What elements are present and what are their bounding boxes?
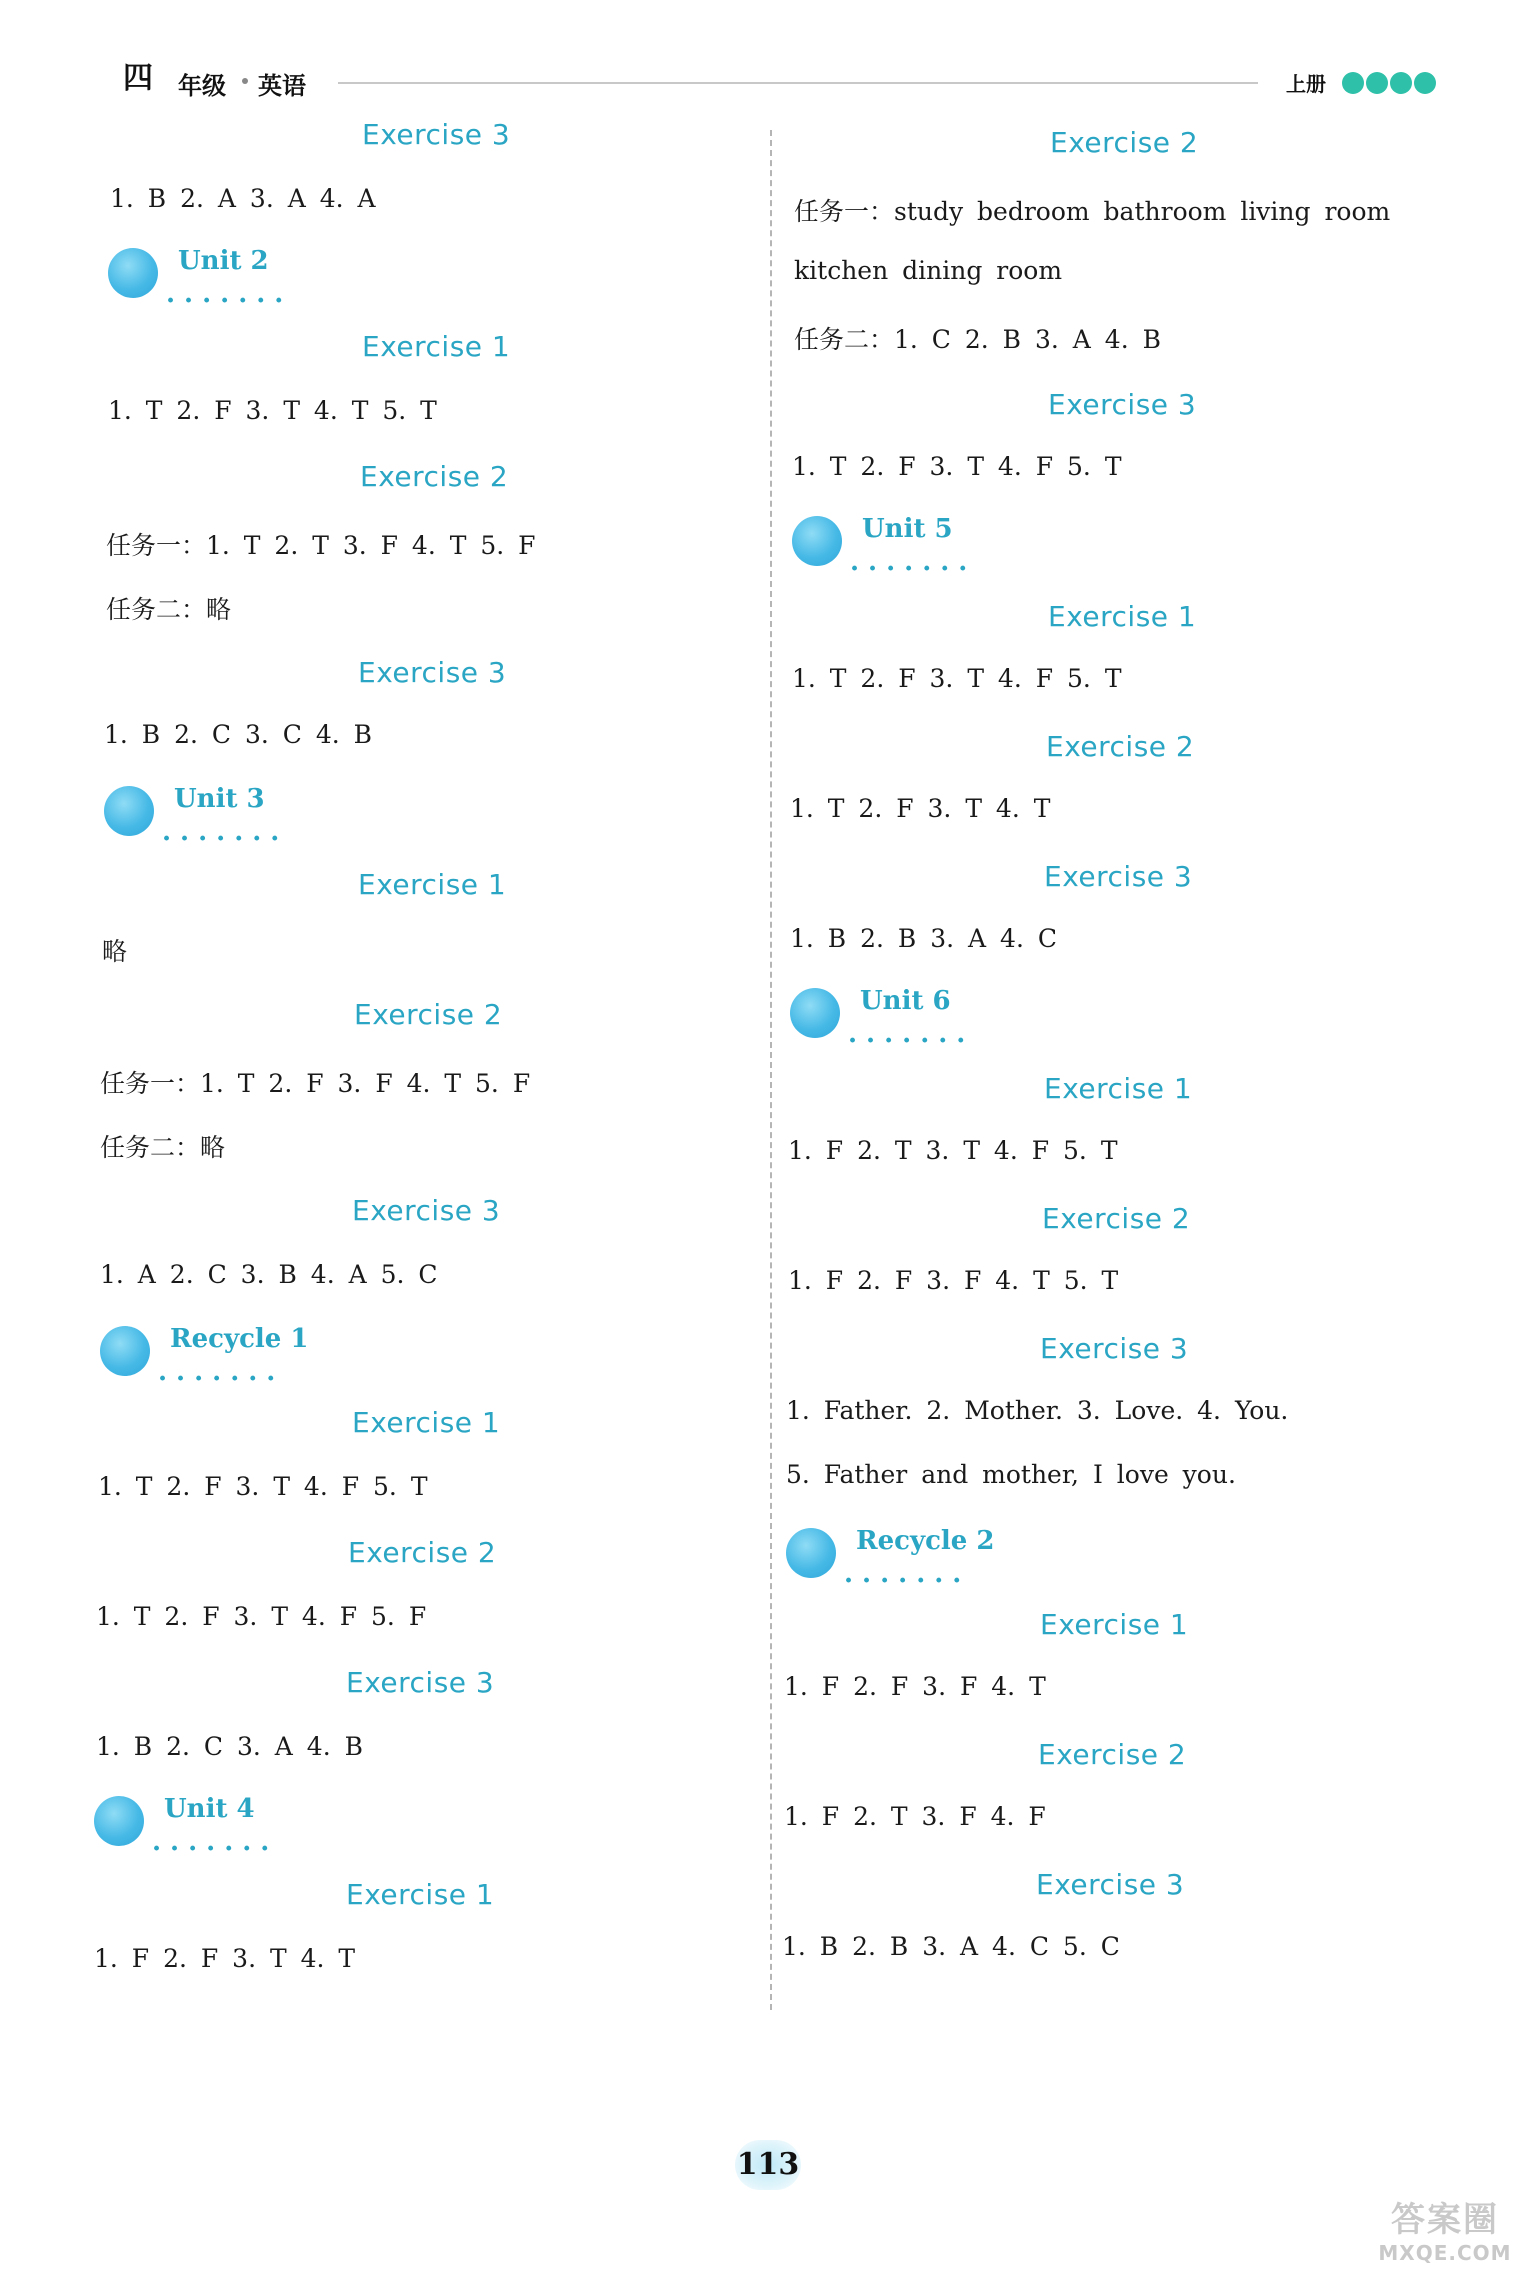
unit-ball-icon — [790, 988, 840, 1038]
answer-line: 任务二：1. C 2. B 3. A 4. B — [794, 325, 1161, 354]
exercise-title: Exercise 3 — [358, 656, 507, 689]
unit-ball-icon — [792, 516, 842, 566]
exercise-title: Exercise 3 — [352, 1194, 501, 1227]
answer-line: 任务一：1. T 2. F 3. F 4. T 5. F — [100, 1069, 531, 1098]
unit-name: Unit 4 — [164, 1794, 255, 1824]
answer-line: 1. F 2. F 3. T 4. T — [94, 1944, 356, 1973]
answer-line: 1. F 2. T 3. T 4. F 5. T — [788, 1136, 1118, 1165]
watermark-text: 答案圈 — [1391, 2200, 1499, 2240]
exercise-title: Exercise 1 — [1044, 1072, 1193, 1105]
answer-line: kitchen dining room — [794, 256, 1063, 285]
header-separator-dot — [242, 78, 248, 84]
brand-dot-2 — [1366, 72, 1388, 94]
exercise-title: Exercise 1 — [1048, 600, 1197, 633]
exercise-title: Exercise 1 — [352, 1406, 501, 1439]
exercise-title: Exercise 2 — [1050, 126, 1199, 159]
grade-label: 年级 — [178, 72, 226, 100]
grade-number: 四 — [123, 61, 153, 96]
unit-heading — [792, 512, 1052, 584]
brand-dot-3 — [1390, 72, 1412, 94]
answer-line: 任务二：略 — [100, 1133, 226, 1162]
exercise-title: Exercise 3 — [1044, 860, 1193, 893]
answer-line: 1. T 2. F 3. T 4. T — [790, 794, 1051, 823]
exercise-title: Exercise 3 — [1036, 1868, 1185, 1901]
header-rule — [338, 82, 1258, 84]
unit-heading — [108, 244, 368, 316]
answer-line: 1. B 2. B 3. A 4. C — [790, 924, 1057, 953]
exercise-title: Exercise 2 — [1046, 730, 1195, 763]
exercise-title: Exercise 3 — [1048, 388, 1197, 421]
unit-dots: ······· — [158, 1364, 285, 1394]
exercise-title: Exercise 1 — [362, 330, 511, 363]
unit-dots: ······· — [166, 286, 293, 316]
answer-line: 略 — [102, 937, 128, 966]
unit-ball-icon — [786, 1528, 836, 1578]
answer-line: 1. F 2. F 3. F 4. T 5. T — [788, 1266, 1119, 1295]
exercise-title: Exercise 3 — [362, 118, 511, 151]
answer-line: 1. T 2. F 3. T 4. F 5. T — [792, 452, 1122, 481]
unit-dots: ······· — [850, 554, 977, 584]
exercise-title: Exercise 1 — [358, 868, 507, 901]
exercise-title: Exercise 2 — [354, 998, 503, 1031]
answer-line: 1. B 2. B 3. A 4. C 5. C — [782, 1932, 1120, 1961]
column-divider — [770, 130, 772, 2010]
exercise-title: Exercise 2 — [348, 1536, 497, 1569]
exercise-title: Exercise 2 — [1038, 1738, 1187, 1771]
unit-name: Recycle 2 — [856, 1526, 995, 1556]
exercise-title: Exercise 1 — [1040, 1608, 1189, 1641]
unit-heading — [104, 782, 364, 854]
exercise-title: Exercise 3 — [1040, 1332, 1189, 1365]
answer-line: 1. T 2. F 3. T 4. F 5. T — [98, 1472, 428, 1501]
answer-line: 1. B 2. C 3. A 4. B — [96, 1732, 363, 1761]
answer-line: 1. A 2. C 3. B 4. A 5. C — [100, 1260, 438, 1289]
exercise-title: Exercise 3 — [346, 1666, 495, 1699]
brand-logo — [1342, 72, 1462, 96]
brand-dot-1 — [1342, 72, 1364, 94]
answer-line: 1. F 2. F 3. F 4. T — [784, 1672, 1046, 1701]
unit-heading — [790, 984, 1050, 1056]
unit-ball-icon — [108, 248, 158, 298]
unit-ball-icon — [104, 786, 154, 836]
unit-name: Unit 2 — [178, 246, 269, 276]
unit-dots: ······· — [848, 1026, 975, 1056]
answer-line: 1. B 2. A 3. A 4. A — [110, 184, 376, 213]
answer-line: 1. T 2. F 3. T 4. F 5. F — [96, 1602, 427, 1631]
answer-line: 1. F 2. T 3. F 4. F — [784, 1802, 1046, 1831]
page-header — [118, 60, 1438, 100]
unit-dots: ······· — [844, 1566, 971, 1596]
unit-dots: ······· — [162, 824, 289, 854]
answer-line: 任务一：1. T 2. T 3. F 4. T 5. F — [106, 531, 536, 560]
unit-name: Unit 6 — [860, 986, 951, 1016]
unit-dots: ······· — [152, 1834, 279, 1864]
answer-line: 1. Father. 2. Mother. 3. Love. 4. You. — [786, 1396, 1289, 1425]
exercise-title: Exercise 1 — [346, 1878, 495, 1911]
unit-ball-icon — [100, 1326, 150, 1376]
unit-heading — [94, 1792, 354, 1864]
exercise-title: Exercise 2 — [1042, 1202, 1191, 1235]
answer-line: 任务二：略 — [106, 595, 232, 624]
unit-heading — [786, 1524, 1046, 1596]
watermark-logo — [1360, 2192, 1530, 2272]
subject-label: 英语 — [258, 72, 306, 100]
page-number: 113 — [735, 2140, 801, 2190]
watermark-url: MXQE.COM — [1378, 2241, 1512, 2265]
unit-name: Unit 5 — [862, 514, 953, 544]
unit-heading — [100, 1322, 360, 1394]
brand-dot-4 — [1414, 72, 1436, 94]
answer-line: 5. Father and mother, I love you. — [786, 1460, 1236, 1489]
answer-line: 任务一：study bedroom bathroom living room — [794, 197, 1391, 226]
answer-line: 1. T 2. F 3. T 4. T 5. T — [108, 396, 437, 425]
answer-line: 1. B 2. C 3. C 4. B — [104, 720, 373, 749]
unit-ball-icon — [94, 1796, 144, 1846]
unit-name: Recycle 1 — [170, 1324, 309, 1354]
answer-line: 1. T 2. F 3. T 4. F 5. T — [792, 664, 1122, 693]
unit-name: Unit 3 — [174, 784, 265, 814]
volume-label: 上册 — [1286, 72, 1326, 96]
exercise-title: Exercise 2 — [360, 460, 509, 493]
